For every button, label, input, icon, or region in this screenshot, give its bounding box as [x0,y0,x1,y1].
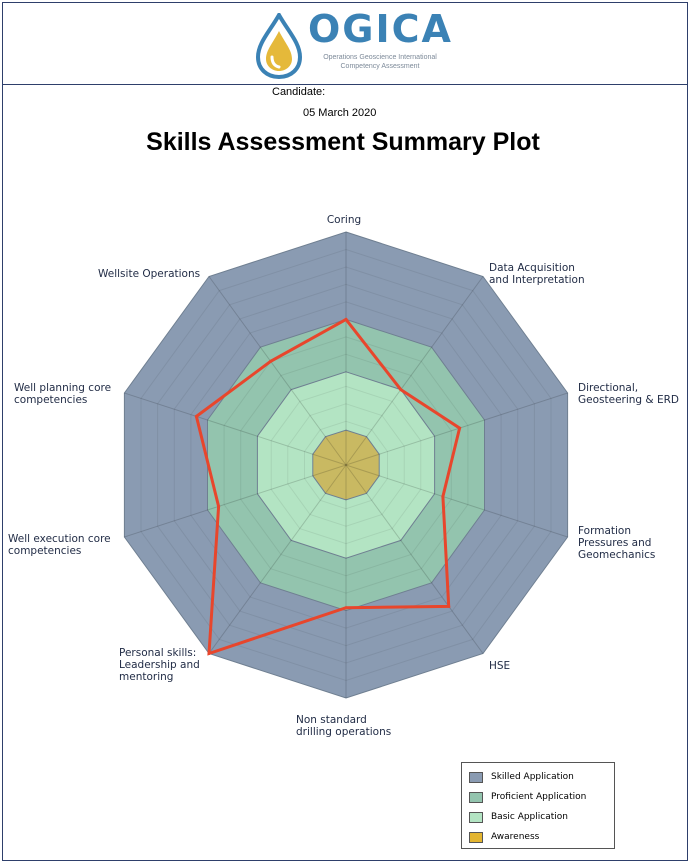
chart-title: Skills Assessment Summary Plot [146,128,540,156]
axis-label-3 [578,525,655,561]
legend-swatch-basic [469,812,483,823]
legend-swatch-proficient [469,792,483,803]
axis-label-line: Non standard [296,714,367,726]
axis-label-line: HSE [489,660,511,672]
report-date: 05 March 2020 [303,107,377,119]
axis-label-0 [327,214,361,226]
axis-label-line: competencies [8,545,82,557]
legend-label-basic: Basic Application [491,812,568,822]
series-point-5 [345,606,348,609]
axis-label-line: drilling operations [296,726,392,738]
series-point-4 [447,605,450,608]
axis-label-6 [119,647,200,683]
legend-swatch-awareness [469,832,483,843]
axis-label-line: Geosteering & ERD [578,394,679,406]
candidate-label: Candidate: [272,86,326,98]
logo-tagline: Operations Geoscience International Competency Assessment [323,54,437,70]
axis-label-line: competencies [14,394,88,406]
axis-label-line: Pressures and [578,537,652,549]
axis-label-line: Wellsite Operations [98,268,201,280]
series-point-9 [269,360,272,363]
series-point-1 [399,388,402,391]
legend-label-awareness: Awareness [491,832,540,842]
legend-item-awareness [469,829,539,845]
legend-item-skilled [469,769,574,785]
series-point-8 [195,415,198,418]
axis-label-line: Formation [578,525,631,537]
axis-label-4 [489,660,510,672]
series-point-3 [441,495,444,498]
axis-label-line: Geomechanics [578,549,656,561]
legend-label-skilled: Skilled Application [491,772,574,782]
axis-label-9 [98,268,200,280]
axis-label-5 [296,714,391,738]
legend-item-proficient [469,789,586,805]
axis-label-2 [578,382,679,406]
axis-label-line: Leadership and [119,659,200,671]
axis-label-line: Coring [326,214,362,226]
axis-label-line: Well execution core [8,533,111,545]
series-point-2 [458,427,461,430]
axis-label-line: mentoring [119,671,174,683]
series-point-7 [217,505,220,508]
legend-swatch-skilled [469,772,483,783]
axis-label-8 [14,382,111,406]
axis-label-line: Personal skills: [119,647,197,659]
logo-wordmark: OGICA [308,7,453,51]
axis-label-1 [489,262,585,286]
axis-label-line: Directional, [578,382,639,394]
axis-label-line: Data Acquisition [489,262,575,274]
legend-item-basic [469,809,568,825]
chart-legend [461,762,615,849]
legend-label-proficient: Proficient Application [491,792,587,802]
axis-label-7 [8,533,111,557]
axis-label-line: Well planning core [14,382,112,394]
axis-label-line: and Interpretation [489,274,585,286]
series-point-6 [208,652,211,655]
series-point-0 [345,318,348,321]
